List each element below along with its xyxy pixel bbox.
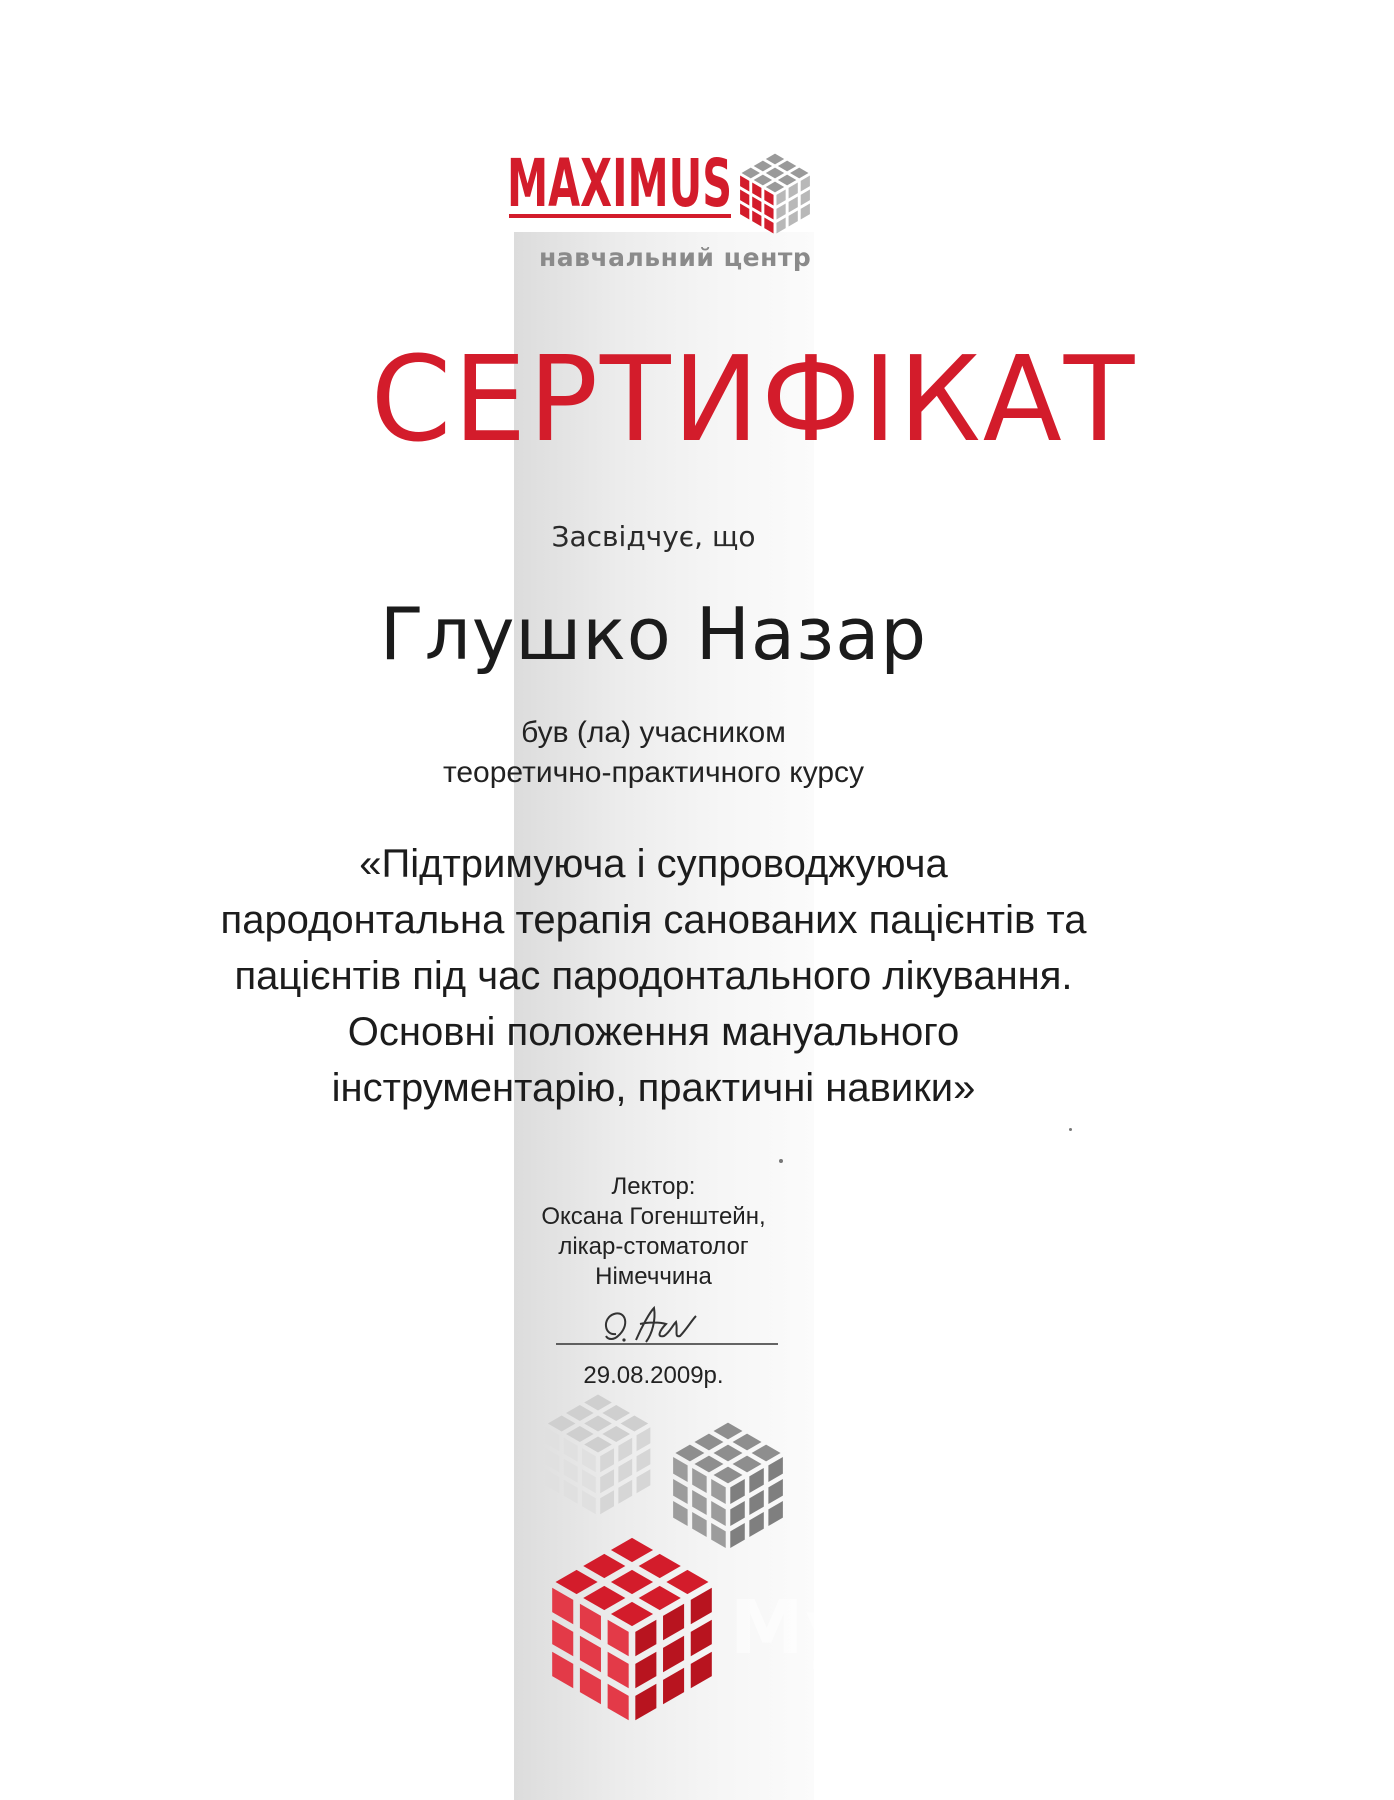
participant-line: теоретично-практичного курсу (442, 756, 865, 789)
rubik-cube-light-gray-icon (540, 1390, 660, 1515)
course-line: «Підтримуюча і супроводжуюча (359, 842, 948, 886)
lecturer-label: Лектор: (611, 1173, 696, 1200)
lecturer-block (0, 1172, 1307, 1292)
maximus-wordmark (505, 138, 735, 228)
certifies-text: Засвідчує, що (551, 520, 756, 553)
rubik-cube-red-icon (540, 1530, 730, 1730)
course-line: Основні положення мануального (347, 1010, 960, 1054)
course-title (0, 836, 1307, 1116)
lecturer-country: Німеччина (595, 1263, 712, 1290)
certificate-date: 29.08.2009р. (583, 1362, 724, 1389)
maximus-logo (505, 138, 835, 278)
logo-subtitle: навчальний центр (539, 243, 812, 272)
participant-text (0, 713, 1307, 793)
lecturer-name: Оксана Гогенштейн, (541, 1203, 766, 1230)
participant-line: був (ла) учасником (521, 716, 786, 749)
course-line: пародонтальна терапія санованих пацієнтів та (220, 898, 1087, 942)
paper-speck (779, 1159, 783, 1163)
rubik-cube-icon (735, 150, 820, 240)
recipient-name: Глушко Назар (379, 592, 928, 676)
paper-speck (1069, 1128, 1072, 1131)
lecturer-title: лікар-стоматолог (558, 1233, 749, 1260)
maximus-logo-text: MAXIMUS (507, 145, 732, 222)
course-line: інструментарію, практичні навики» (331, 1066, 976, 1110)
certificate-title: СЕРТИФІКАТ (370, 330, 1137, 468)
course-line: пацієнтів під час пародонтального лікування. (234, 954, 1073, 998)
signature (556, 1296, 782, 1356)
watermark: MyDo (730, 1585, 973, 1671)
